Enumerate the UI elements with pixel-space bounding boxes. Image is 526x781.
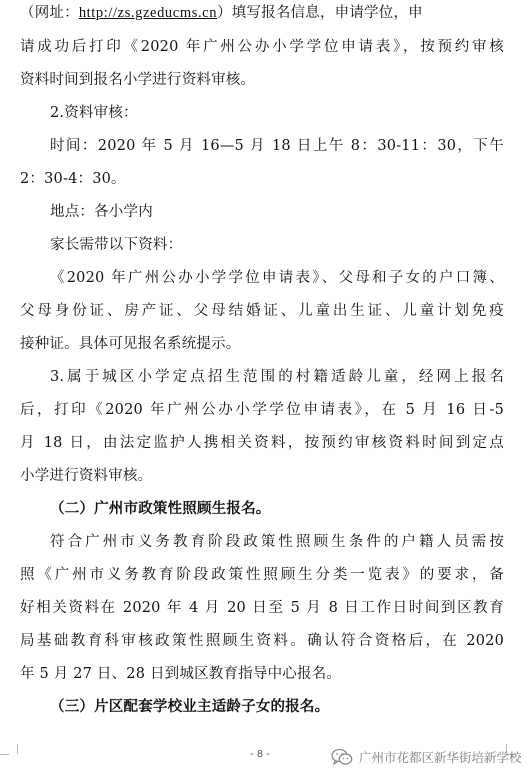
page-number: - 8 -	[250, 749, 270, 760]
text-segment: ）填写报名信息，申请学位，申	[217, 5, 423, 21]
text-line: 2.资料审核：	[50, 105, 138, 121]
text-line: 局基础教育科审核政策性照顾生资料。确认符合资格后，在 2020	[20, 633, 504, 649]
section-heading: （三）片区配套学校业主适龄子女的报名。	[50, 698, 330, 715]
text-line	[20, 3, 526, 23]
text-line: 月 18 日，由法定监护人携相关资料，按预约审核资料时间到定点	[20, 435, 504, 451]
text-line: 接种证。具体可见报名系统提示。	[20, 336, 241, 352]
text-line: 后，打印《2020 年广州公办小学学位申请表》，在 5 月 16 日-5	[20, 402, 504, 418]
registration-url-link[interactable]: http://zs.gzeducms.cn	[78, 5, 218, 21]
text-segment: （网址：	[20, 5, 79, 21]
text-line: 请成功后打印《2020 年广州公办小学学位申请表》，按预约审核	[20, 39, 504, 55]
text-line: 照《广州市义务教育阶段政策性照顾生分类一览表》的要求，备	[20, 567, 504, 583]
text-line: 父母身份证、房产证、父母结婚证、儿童出生证、儿童计划免疫	[20, 303, 504, 319]
text-line: 3.属于城区小学定点招生范围的村籍适龄儿童，经网上报名	[50, 369, 504, 385]
text-line: 2：30-4：30。	[20, 171, 126, 187]
text-line: 资料时间到报名小学进行资料审核。	[20, 72, 256, 88]
text-line: 家长需带以下资料：	[50, 237, 183, 253]
text-line: 符合广州市义务教育阶段政策性照顾生条件的户籍人员需按	[50, 534, 504, 550]
section-heading: （二）广州市政策性照顾生报名。	[50, 500, 271, 517]
text-line: 地点：各小学内	[50, 204, 153, 220]
page-corner-mark	[8, 744, 18, 754]
text-line: 好相关资料在 2020 年 4 月 20 日至 5 月 8 日工作日时间到区教育	[20, 600, 504, 616]
text-line: 时间：2020 年 5 月 16—5 月 18 日上午 8：30-11：30，下午	[50, 138, 504, 154]
wechat-icon	[331, 748, 353, 766]
text-line: 小学进行资料审核。	[20, 468, 153, 484]
wechat-watermark	[331, 744, 522, 770]
text-line: 《2020 年广州公办小学学位申请表》、父母和子女的户口簿、	[50, 270, 504, 286]
text-line: 年 5 月 27 日、28 日到城区教育指导中心报名。	[20, 666, 342, 682]
page-corner-mark	[0, 754, 9, 755]
watermark-text: 广州市花都区新华街培新学校	[359, 750, 522, 765]
